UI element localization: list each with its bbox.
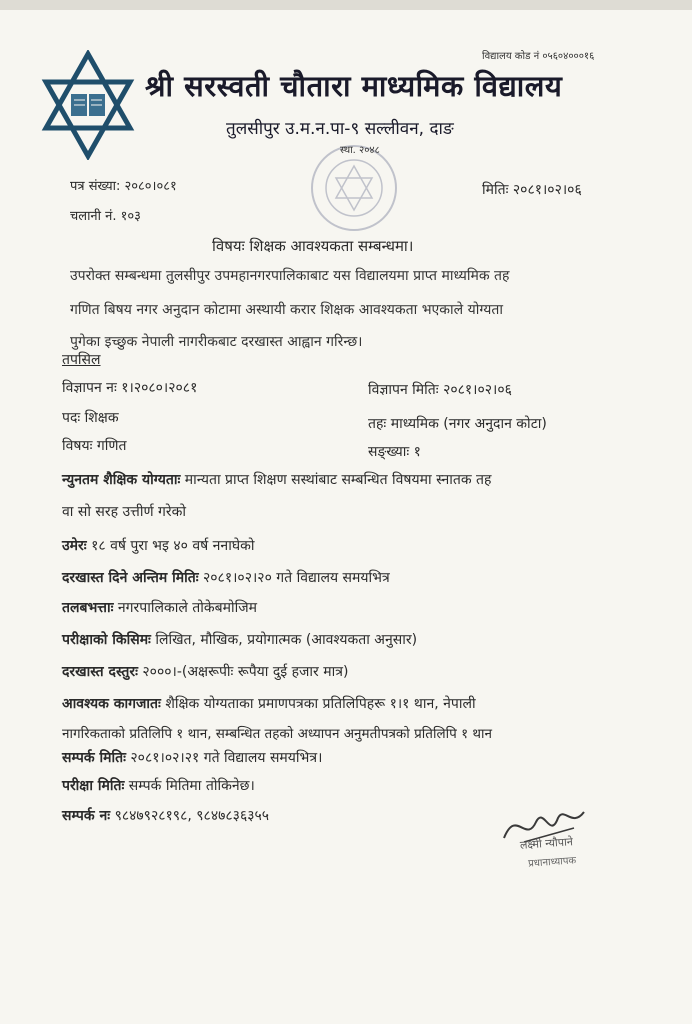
phone-row <box>62 806 269 825</box>
contact-date-label: सम्पर्क मितिः <box>62 750 126 766</box>
exam-type-value: लिखित, मौखिक, प्रयोगात्मक (आवश्यकता अनुसार) <box>155 632 418 648</box>
salary-label: तलबभत्ताः <box>62 600 114 616</box>
fee-value: २०००।-(अक्षरूपीः रूपैया दुई हजार मात्र) <box>142 664 349 680</box>
phone-value: ९८४७९२८१९८, ९८४७८३६३५५ <box>114 808 270 824</box>
school-name: श्री सरस्वती चौतारा माध्यमिक विद्यालय <box>145 69 563 103</box>
quantity-field: सङ्ख्याः १ <box>368 444 421 460</box>
details-heading: तपसिल <box>62 352 101 368</box>
school-address: तुलसीपुर उ.म.न.पा-९ सल्लीवन, दाङ <box>226 119 454 139</box>
documents-row <box>62 694 476 713</box>
documents-label: आवश्यक कागजातः <box>62 696 161 712</box>
documents-value: शैक्षिक योग्यताका प्रमाणपत्रका प्रतिलिपिहरू १।१ थान, नेपाली <box>165 696 476 712</box>
phone-label: सम्पर्क नः <box>62 808 111 824</box>
subject-field: विषयः गणित <box>62 438 127 454</box>
salary-value: नगरपालिकाले तोकेबमोजिम <box>117 600 258 616</box>
exam-date-label: परीक्षा मितिः <box>62 778 125 794</box>
body-line: पुगेका इच्छुक नेपाली नागरीकबाट दरखास्त आह्वान गरिन्छ। <box>70 334 363 350</box>
fee-row <box>62 662 348 681</box>
qualification-label: न्युनतम शैक्षिक योग्यताः <box>62 472 181 488</box>
age-row <box>62 536 254 555</box>
deadline-row <box>62 568 390 587</box>
qualification-continued: वा सो सरह उत्तीर्ण गरेको <box>62 504 187 520</box>
age-value: १८ वर्ष पुरा भइ ४० वर्ष ननाघेको <box>91 538 255 554</box>
paper-fold <box>0 0 692 10</box>
deadline-label: दरखास्त दिने अन्तिम मितिः <box>62 570 199 586</box>
letter-date: मितिः २०८१।०२।०६ <box>482 182 582 198</box>
dispatch-number: चलानी नं. १०३ <box>70 209 141 224</box>
registration-code: विद्यालय कोड नं ०५६०४०००१६ <box>482 51 595 62</box>
established-year: स्था. २०४८ <box>340 145 380 156</box>
age-label: उमेरः <box>62 538 87 554</box>
fee-label: दरखास्त दस्तुरः <box>62 664 138 680</box>
contact-date-value: २०८१।०२।२१ गते विद्यालय समयभित्र। <box>130 750 323 766</box>
letter-subject: विषयः शिक्षक आवश्यकता सम्बन्धमा। <box>212 237 414 255</box>
reference-number: पत्र संख्या: २०८०।०८१ <box>70 179 177 194</box>
salary-row <box>62 598 257 617</box>
deadline-value: २०८१।०२।२० गते विद्यालय समयभित्र <box>203 570 390 586</box>
body-line: उपरोक्त सम्बन्धमा तुलसीपुर उपमहानगरपालिकाबाट यस विद्यालयमा प्राप्त माध्यमिक तह <box>70 268 510 284</box>
notice-number: विज्ञापन नः १।२०८०।२०८१ <box>62 380 198 396</box>
signatory-name: लक्ष्मी न्यौपाने <box>519 835 574 852</box>
notice-date: विज्ञापन मितिः २०८१।०२।०६ <box>368 382 512 398</box>
documents-continued: नागरिकताको प्रतिलिपि १ थान, सम्बन्धित तहको अध्यापन अनुमतीपत्रको प्रतिलिपि १ थान <box>62 726 492 742</box>
school-logo-icon <box>38 50 138 160</box>
level-field: तहः माध्यमिक (नगर अनुदान कोटा) <box>368 416 547 432</box>
qualification-value: मान्यता प्राप्त शिक्षण सस्थांबाट सम्बन्धित विषयमा स्नातक तह <box>184 472 492 488</box>
body-line: गणित बिषय नगर अनुदान कोटामा अस्थायी करार शिक्षक आवश्यकता भएकाले योग्यता <box>70 302 504 318</box>
post-field: पदः शिक्षक <box>62 410 119 426</box>
exam-type-row <box>62 630 417 649</box>
qualification-row <box>62 470 491 489</box>
signatory-title: प्रधानाध्यापक <box>527 855 577 870</box>
contact-date-row <box>62 748 322 767</box>
exam-date-row <box>62 776 255 795</box>
exam-date-value: सम्पर्क मितिमा तोकिनेछ। <box>128 778 255 794</box>
exam-type-label: परीक्षाको किसिमः <box>62 632 151 648</box>
